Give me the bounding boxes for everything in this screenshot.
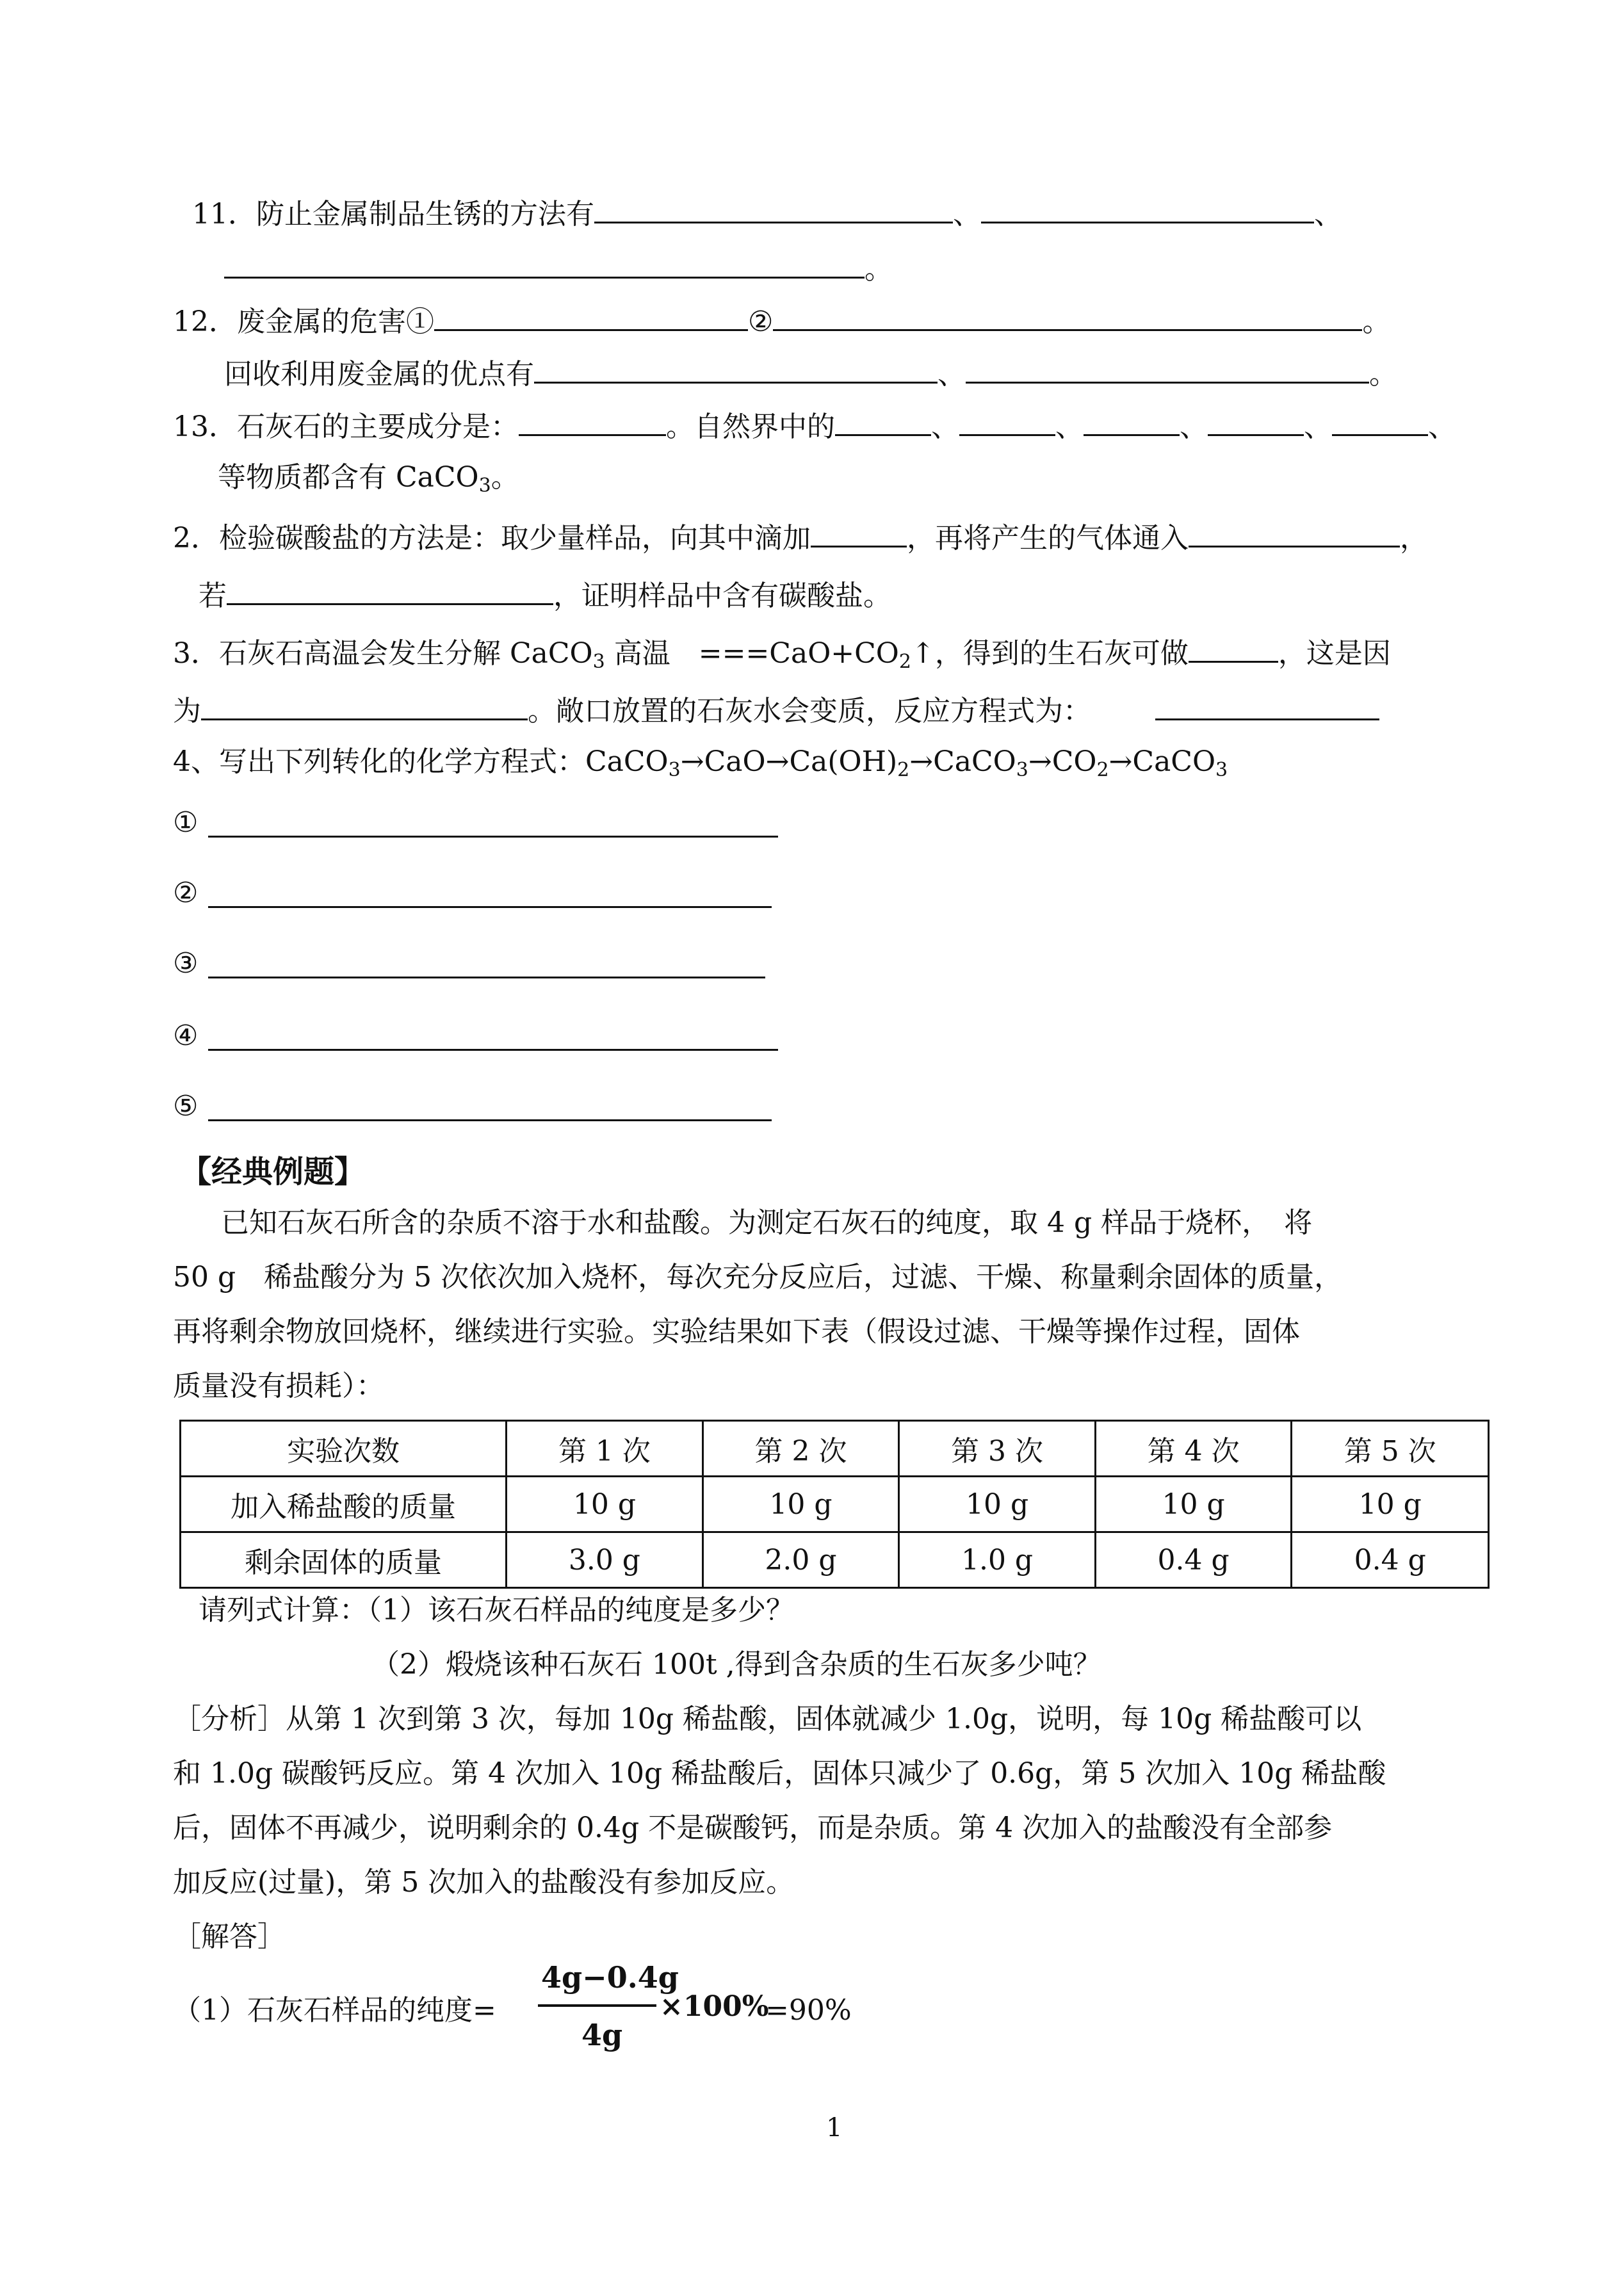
- chain-subscript: 2: [1096, 759, 1109, 781]
- table-cell: 加入稀盐酸的质量: [181, 1477, 507, 1532]
- table-cell: 10 g: [899, 1477, 1096, 1532]
- results-table: [179, 1420, 1490, 1589]
- blank: [1208, 405, 1304, 436]
- eq-blank-3: [208, 977, 765, 978]
- eq-item-2: ②: [173, 877, 199, 909]
- fraction-numerator: 4g−0.4g: [541, 1960, 679, 1995]
- ask-1: 请列式计算：（1）该石灰石样品的纯度是多少？: [199, 1594, 794, 1626]
- analysis-4: 加反应(过量)，第 5 次加入的盐酸没有参加反应。: [173, 1866, 795, 1899]
- table-header-cell: 第 5 次: [1292, 1421, 1489, 1477]
- blank: [1084, 405, 1180, 436]
- blank: [773, 300, 1362, 331]
- table-header-cell: 第 3 次: [899, 1421, 1096, 1477]
- blank: [201, 689, 528, 720]
- table-header-cell: 第 1 次: [507, 1421, 703, 1477]
- blank: [1155, 689, 1379, 720]
- table-header-cell: 实验次数: [181, 1421, 507, 1477]
- blank: [519, 405, 666, 436]
- chain-subscript: 3: [668, 759, 681, 781]
- example-heading: 【经典例题】: [181, 1154, 366, 1190]
- table-cell: 2.0 g: [702, 1532, 899, 1588]
- solve-label: ［解答］: [173, 1920, 286, 1953]
- table-cell: 0.4 g: [1095, 1532, 1292, 1588]
- blank: [224, 247, 865, 279]
- example-p3: 再将剩余物放回烧杯，继续进行实验。实验结果如下表（假设过滤、干燥等操作过程，固体: [173, 1315, 1300, 1348]
- chain-subscript: 3: [1016, 759, 1028, 781]
- blank: [981, 192, 1314, 223]
- eq-blank-1: [208, 836, 778, 838]
- eq-blank-5: [208, 1119, 772, 1121]
- blank: [534, 352, 938, 384]
- chain-segment: →CO: [1028, 745, 1097, 778]
- eq-item-3: ③: [173, 947, 199, 980]
- example-p1: 已知石灰石所含的杂质不溶于水和盐酸。为测定石灰石的纯度，取 4 g 样品于烧杯， 将: [221, 1206, 1313, 1239]
- q2-line2: 若 ，证明样品中含有碳酸盐。: [199, 574, 891, 615]
- table-row: [181, 1477, 1489, 1532]
- q2-line1: 2．检验碳酸盐的方法是：取少量样品，向其中滴加 ，再将产生的气体通入 ，: [173, 516, 1428, 558]
- q13-line2: 等物质都含有 CaCO$_3$。: [218, 461, 519, 497]
- eq-blank-4: [208, 1049, 778, 1051]
- table-cell: 3.0 g: [507, 1532, 703, 1588]
- chain-segment: →CaCO: [1108, 745, 1216, 778]
- solution-result: =90%: [765, 1994, 852, 2027]
- eq-blank-2: [208, 906, 772, 908]
- page-number: 1: [826, 2113, 843, 2143]
- q11-line2: 。: [224, 247, 893, 289]
- blank: [227, 574, 553, 605]
- fraction-denominator: 4g: [581, 2018, 623, 2052]
- q12-line2: 回收利用废金属的优点有 、 。: [224, 352, 1397, 394]
- fraction-multiplier: ×100%: [660, 1990, 769, 2023]
- table-header-cell: 第 4 次: [1095, 1421, 1292, 1477]
- table-cell: 10 g: [702, 1477, 899, 1532]
- analysis-2: 和 1.0g 碳酸钙反应。第 4 次加入 10g 稀盐酸后，固体只减少了 0.6g，第 5 次加入 10g 稀盐酸: [173, 1757, 1386, 1790]
- q11-line1: 11．防止金属制品生锈的方法有 、 、: [192, 192, 1342, 234]
- eq-item-4: ④: [173, 1019, 199, 1052]
- table-cell: 10 g: [1095, 1477, 1292, 1532]
- q12-line1: 12．废金属的危害① ② 。: [173, 300, 1390, 341]
- table-header-row: [181, 1421, 1489, 1477]
- table-cell: 0.4 g: [1292, 1532, 1489, 1588]
- q13-line1: 13．石灰石的主要成分是： 。自然界中的 、 、 、 、 、: [173, 405, 1456, 446]
- eq-item-5: ⑤: [173, 1090, 199, 1123]
- blank: [966, 352, 1369, 384]
- ask-2: （2）煅烧该种石灰石 100t ,得到含杂质的生石灰多少吨？: [371, 1648, 1101, 1681]
- example-p2: 50 g 稀盐酸分为 5 次依次加入烧杯，每次充分反应后，过滤、干燥、称量剩余固体的质量，: [173, 1261, 1343, 1293]
- blank: [811, 516, 907, 547]
- table-cell: 1.0 g: [899, 1532, 1096, 1588]
- fraction-bar: [538, 2004, 656, 2007]
- analysis-1: ［分析］从第 1 次到第 3 次，每加 10g 稀盐酸，固体就减少 1.0g，说明，每 10g 稀盐酸可以: [173, 1703, 1362, 1735]
- q3-line1: 3．石灰石高温会发生分解 CaCO$_3$ 高温 $===CaO+CO_2↑$，得到的生石灰可做 ，这是因: [173, 631, 1391, 681]
- analysis-3: 后，固体不再减少，说明剩余的 0.4g 不是碳酸钙，而是杂质。第 4 次加入的盐酸没有全部参: [173, 1812, 1333, 1844]
- chain-segment: →CaO→Ca(OH): [680, 745, 898, 778]
- blank: [594, 192, 953, 223]
- chain-subscript: 2: [897, 759, 910, 781]
- table-cell: 10 g: [507, 1477, 703, 1532]
- q4-line: 4、写出下列转化的化学方程式：$CaCO_3\to CaO\to Ca(OH)_2\to CaCO_3\to CO_2\to CaCO_3$: [173, 745, 1228, 781]
- blank: [1189, 631, 1278, 663]
- chain-segment: →CaCO: [909, 745, 1016, 778]
- q3-line2: 为 。敞口放置的石灰水会变质，反应方程式为：: [173, 689, 1379, 731]
- chain-subscript: 3: [1215, 759, 1228, 781]
- table-cell: 10 g: [1292, 1477, 1489, 1532]
- blank: [434, 300, 748, 331]
- example-p4: 质量没有损耗）：: [173, 1370, 384, 1402]
- blank: [835, 405, 931, 436]
- blank: [1332, 405, 1428, 436]
- table-cell: 剩余固体的质量: [181, 1532, 507, 1588]
- blank: [959, 405, 1055, 436]
- solution-prefix: （1）石灰石样品的纯度=: [173, 1994, 496, 2027]
- eq-item-1: ①: [173, 806, 199, 839]
- table-header-cell: 第 2 次: [702, 1421, 899, 1477]
- blank: [1189, 516, 1400, 547]
- table-row: [181, 1532, 1489, 1588]
